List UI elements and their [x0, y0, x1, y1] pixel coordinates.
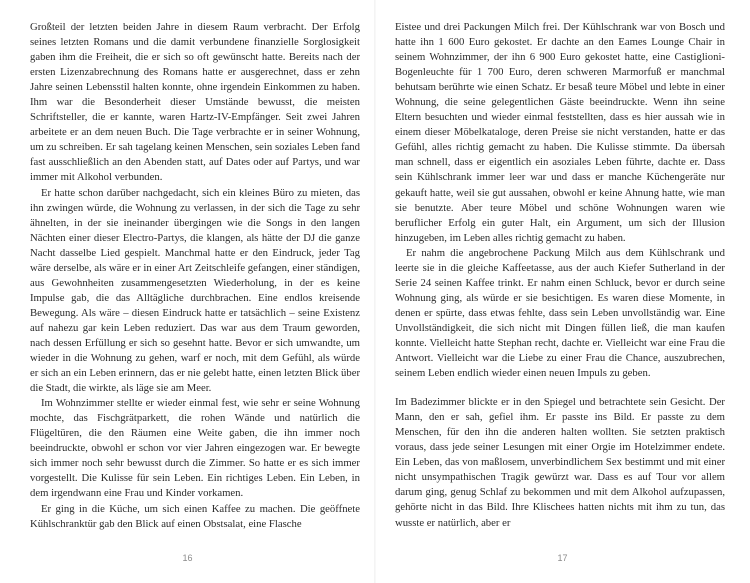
paragraph: Großteil der letzten beiden Jahre in diesem Raum verbracht. Der Erfolg seines letzten Romans und die damit verbundene finanzielle Sorglosigkeit gaben ihm die Freiheit, die er sich so oft gewünscht hatte. Bereits nach der ersten Lizenzabrechnung des Romans hatte er ausgerechnet, dass er zehn Jahre seinen Lebensstil halten konnte, ohne irgendein Einkommen zu haben. Ihm war die Besonderheit dieser Umstände bewusst, die meisten Schriftsteller, die er kannte, waren Hartz-IV-Empfänger. Seit zwei Jahren arbeitete er an dem neuen Buch. Die Tage verbrachte er in seiner Wohnung, um zu schreiben. Er sah tagelang keinen Menschen, sein soziales Leben fand fast ausschließlich an den Abenden statt, auf Dates oder auf Partys, und war immer mit Alkohol verbunden. — [30, 21, 360, 184]
paragraph: Er nahm die angebrochene Packung Milch aus dem Kühlschrank und leerte sie in die gleiche Kaffeetasse, aus der auch Kiefer Sutherland in der Serie 24 seinen Kaffee trinkt. Er nahm einen Schluck, bevor er durch seine Wohnung ging, als würde er sie besichtigen. Es waren diese Momente, in denen er spürte, dass etwas fehlte, dass sein Leben unvollständig war. Eine Unvollständigkeit, die sich nicht mit Dingen füllen ließ, die man kaufen konnte. Vielleicht hatte Stephan recht, dachte er. Vielleicht war eine Frau die Antwort. Vielleicht war die Liebe zu einer Frau die Chance, auszubrechen, seinem Leben endlich wieder einen neuen Impuls zu geben. — [395, 246, 725, 380]
right-page-text — [395, 20, 725, 531]
left-page-text — [30, 20, 360, 532]
page-number-right: 17 — [557, 553, 568, 563]
paragraph: Eistee und drei Packungen Milch frei. Der Kühlschrank war von Bosch und hatte ihn 1 600 Euro gekostet. Er dachte an den Eames Lounge Chair in seinem Wohnzimmer, der ihn 6 900 Euro gekostet hatte, eine Castiglioni-Bogenleuchte für 1 700 Euro, deren schweren Marmorfuß er manchmal behutsam berührte wie einen Schatz. Er besaß teure Möbel und lebte in einer Wohnung, die seine gelegentlichen Gäste beeindruckte. Wenn ihn seine Eltern besuchten und wieder einmal feststellten, dass es hier aussah wie in einem dieser Möbelkataloge, deren Preise sie nicht verstanden, hatte er das Gefühl, alles richtig gemacht zu haben. Die Kulisse stimmte. Da übersah man schnell, dass er eigentlich ein asoziales Leben führte, dachte er. Dass sein Kühlschrank immer leer war und dass er manche Küchengeräte nur gekauft hatte, weil sie gut aussahen, obwohl er keine Ahnung hatte, wie man sie benutzte. Aber teure Möbel und schöne Wohnungen waren wie beruflicher Erfolg ein guter Halt, ein Argument, um sich der Illusion hinzugeben, im Leben alles richtig gemacht zu haben. — [395, 21, 725, 244]
paragraph: Er ging in die Küche, um sich einen Kaffee zu machen. Die geöffnete Kühlschranktür gab den Blick auf einen Obstsalat, eine Flasche — [30, 502, 360, 530]
right-page — [375, 0, 750, 583]
paragraph: Er hatte schon darüber nachgedacht, sich ein kleines Büro zu mieten, das ihn zwingen würde, die Wohnung zu verlassen, in der sich die Tage zu sehr ähnelten, in der sie ineinander übergingen wie die Songs in den langen Nächten einer dieser Electro-Partys, die klangen, als hätte der DJ die ganze Nacht dasselbe Lied gespielt. Manchmal hatte er den Eindruck, jeder Tag wäre derselbe, als wäre er in einer Art Zeitschleife gefangen, einer ständigen, aus Gewohnheiten zusammengesetzten Wiederholung, in der es keine Impulse gab, die das Alltägliche durchbrachen. Eine endlos kreisende Bewegung. Als wäre – diesen Eindruck hatte er tatsächlich – seine Existenz auf nahezu gar kein Leben reduziert. Das war aus dem Traum geworden, nach dessen Erfüllung er sich so gesehnt hatte. Bevor er sich umwandte, um wieder in die Wohnung zu gehen, warf er noch, mit dem Gefühl, als würde er sich an ein Leben erinnern, das er nie gelebt hatte, einen letzten Blick über die Stadt, die wirkte, als läge sie am Meer. — [30, 186, 360, 395]
paragraph: Im Wohnzimmer stellte er wieder einmal fest, wie sehr er seine Wohnung mochte, das Fischgrätparkett, die rohen Wände und natürlich die Flügeltüren, die den Räumen eine Weite gaben, die ihn immer noch beeindruckte, obwohl er schon vor vier Jahren eingezogen war. Er bewegte sich immer noch sehr bewusst durch die Zimmer. So hatte er es sich immer vorgestellt. Die Kulisse für sein Leben. Ein richtiges Leben. Ein Leben, in dem irgendwann eine Frau und Kinder vorkamen. — [30, 397, 360, 500]
section-break — [395, 381, 725, 395]
page-number-left: 16 — [182, 553, 193, 563]
paragraph: Im Badezimmer blickte er in den Spiegel und betrachtete sein Gesicht. Der Mann, den er sah, gefiel ihm. Er passte ins Bild. Er passte zu dem Menschen, für den ihn die anderen halten wollten. Sie setzten praktisch voraus, dass jede seiner Lesungen mit einer Orgie im Hotelzimmer endete. Ein Leben, das von maßlosem, unverbindlichem Sex bestimmt und mit einer nicht unsympathischen Tragik gewürzt war. Dass es auf Tour vor allem darum ging, genug Schlaf zu bekommen und mit dem Alkohol aufzupassen, gehörte nicht in das Bild. Ihre Klischees hatten nichts mit ihm zu tun, das wusste er natürlich, aber er — [395, 396, 725, 529]
